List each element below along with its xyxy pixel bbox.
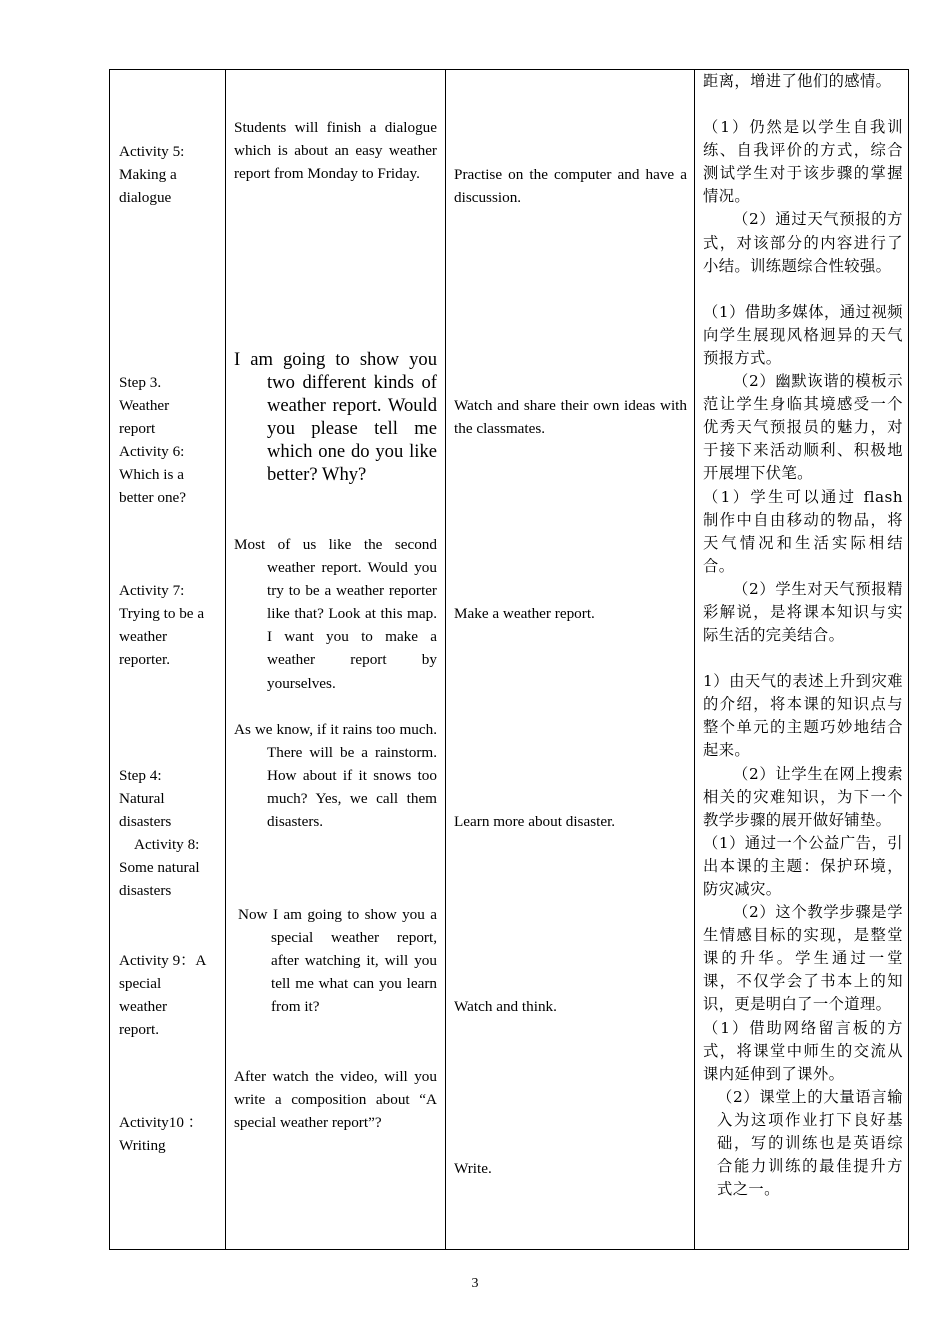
intent-text: （2）通过天气预报的方式，对该部分的内容进行了小结。训练题综合性较强。 bbox=[703, 210, 903, 275]
step-column bbox=[119, 949, 217, 1041]
column-divider bbox=[445, 70, 446, 1249]
activity-label: Activity10 ： bbox=[119, 1114, 203, 1131]
activity-label: Activity 5: bbox=[119, 143, 185, 160]
intent-text: （2）学生对天气预报精彩解说，是将课本知识与实际生活的完美结合。 bbox=[703, 579, 903, 645]
student-activity: Write. bbox=[454, 1160, 492, 1177]
step-column bbox=[119, 1111, 217, 1157]
activity-label: reporter. bbox=[119, 651, 171, 669]
step-label: Weather bbox=[119, 397, 170, 415]
intent-text: （2）课堂上的大量语言输入为这项作业打下良好基础，写的训练也是英语综合能力训练的最佳提升方式之一。 bbox=[717, 1087, 903, 1199]
intent-text: 1）由天气的表述上升到灾难的介绍，将本课的知识点与整个单元的主题巧妙地结合起来。 bbox=[703, 672, 903, 760]
activity-label: report. bbox=[119, 1021, 160, 1039]
intent-text: （1）学生可以通过 flash 制作中自由移动的物品，将天气情况和生活实际相结合。 bbox=[703, 487, 903, 575]
intent-text: （1）借助多媒体，通过视频向学生展现风格迥异的天气预报方式。 bbox=[703, 302, 903, 367]
activity-label: Writing bbox=[119, 1137, 166, 1155]
step-label: Step 4: bbox=[119, 767, 162, 784]
step-column bbox=[119, 764, 217, 903]
design-intent-column bbox=[703, 70, 903, 1201]
intent-text: （2）幽默诙谐的模板示范让学生身临其境感受一个优秀天气预报员的魅力，对于接下来活动顺利、积极地开展埋下伏笔。 bbox=[703, 372, 903, 483]
lesson-plan-table bbox=[109, 69, 909, 1250]
intent-text: （1）借助网络留言板的方式，将课堂中师生的交流从课内延伸到了课外。 bbox=[703, 1018, 903, 1083]
intent-text: （1）仍然是以学生自我训练、自我评价的方式，综合测试学生对于该步骤的掌握情况。 bbox=[703, 118, 903, 206]
activity-label: Which is a bbox=[119, 466, 184, 484]
step-column bbox=[119, 140, 217, 209]
activity-label: special bbox=[119, 975, 162, 993]
student-activity: Learn more about disaster. bbox=[454, 813, 616, 830]
activity-label: Some natural bbox=[119, 859, 200, 877]
teacher-activity: As we know, if it rains too much. There will be a rainstorm. How about if it snows too much? Yes, we call them disasters. bbox=[234, 721, 437, 831]
step-column bbox=[119, 579, 217, 671]
activity-label: Activity 9：A bbox=[119, 952, 207, 969]
teacher-activity: Now I am going to show you a special weather report, after watching it, will you tell me what can you learn from it? bbox=[238, 906, 437, 1016]
activity-label: Trying to be a bbox=[119, 605, 205, 623]
activity-label: weather bbox=[119, 628, 168, 646]
teacher-activity: Most of us like the second weather report. Would you try to be a weather reporter like that? Look at this map. I want you to make a weather report by yourselves. bbox=[234, 536, 437, 692]
activity-label: Making a bbox=[119, 166, 177, 184]
activity-label: Activity 6: bbox=[119, 443, 185, 461]
page-number: 3 bbox=[471, 1276, 479, 1291]
activity-label: disasters bbox=[119, 882, 172, 900]
teacher-activity: Students will finish a dialogue which is about an easy weather report from Monday to Friday. bbox=[234, 119, 437, 183]
activity-label: better one? bbox=[119, 489, 187, 507]
step-label: report bbox=[119, 420, 156, 438]
activity-label: weather bbox=[119, 998, 168, 1016]
activity-label: dialogue bbox=[119, 189, 172, 207]
activity-label: Activity 7: bbox=[119, 582, 185, 599]
intent-text: （1）通过一个公益广告，引出本课的主题：保护环境，防灾减灾。 bbox=[703, 833, 903, 898]
step-column bbox=[119, 371, 217, 510]
teacher-activity: I am going to show you two different kinds of weather report. Would you please tell me which one do you like better? Why? bbox=[234, 349, 437, 486]
step-label: Step 3. bbox=[119, 374, 162, 391]
student-activity: Make a weather report. bbox=[454, 605, 595, 622]
activity-label: Activity 8: bbox=[134, 836, 200, 854]
intent-text: 距离，增进了他们的感情。 bbox=[703, 72, 892, 90]
student-activity: Watch and share their own ideas with the classmates. bbox=[454, 397, 687, 438]
step-label: disasters bbox=[119, 813, 172, 831]
teacher-activity: After watch the video, will you write a composition about “A special weather report”? bbox=[234, 1068, 437, 1132]
step-label: Natural bbox=[119, 790, 165, 808]
intent-text: （2）让学生在网上搜索相关的灾难知识，为下一个教学步骤的展开做好铺垫。 bbox=[703, 764, 903, 829]
column-divider bbox=[694, 70, 695, 1249]
column-divider bbox=[225, 70, 226, 1249]
intent-text: （2）这个教学步骤是学生情感目标的实现，是整堂课的升华。学生通过一堂课，不仅学会了书本上的知识，更是明白了一个道理。 bbox=[703, 903, 903, 1014]
student-activity: Practise on the computer and have a discussion. bbox=[454, 166, 687, 207]
student-activity: Watch and think. bbox=[454, 998, 557, 1015]
